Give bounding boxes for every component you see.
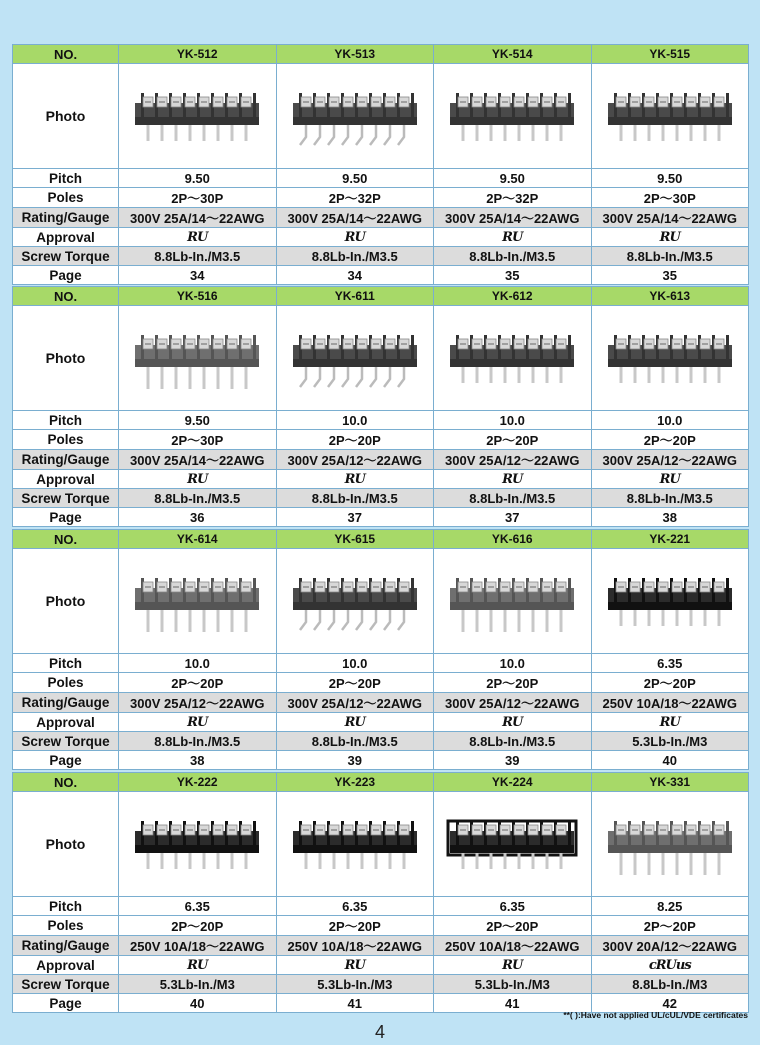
approval-mark-text: RU xyxy=(659,715,680,730)
poles-value: 2P～20P xyxy=(434,916,592,936)
page-value: 38 xyxy=(591,508,749,527)
footnote: **( ):Have not applied UL/cUL/VDE certificates xyxy=(563,1010,748,1020)
ur-mark-icon xyxy=(187,471,207,487)
row-label-torque: Screw Torque xyxy=(13,489,119,508)
torque-value: 8.8Lb-In./M3.5 xyxy=(434,247,592,266)
spec-block xyxy=(12,529,749,770)
terminal-block-image xyxy=(600,79,740,153)
approval-mark-text: RU xyxy=(187,715,208,730)
poles-row xyxy=(13,916,749,936)
ur-mark-icon xyxy=(345,471,365,487)
terminal-block-image xyxy=(442,79,582,153)
terminal-block-image xyxy=(600,564,740,638)
model-name: YK-611 xyxy=(276,287,434,306)
photo-row xyxy=(13,64,749,169)
terminal-block-image xyxy=(127,79,267,153)
approval-row xyxy=(13,228,749,247)
rating-value: 300V 25A/14～22AWG xyxy=(119,208,277,228)
approval-cell xyxy=(119,713,277,732)
poles-value: 2P～20P xyxy=(276,430,434,450)
product-photo xyxy=(434,64,592,169)
product-photo xyxy=(591,306,749,411)
terminal-block-image xyxy=(600,321,740,395)
rating-value: 300V 25A/12～22AWG xyxy=(276,693,434,713)
pitch-value: 8.25 xyxy=(591,897,749,916)
terminal-block-image xyxy=(285,564,425,638)
poles-value: 2P～20P xyxy=(276,916,434,936)
approval-mark-text: RU xyxy=(659,472,680,487)
approval-cell xyxy=(276,956,434,975)
row-label-no: NO. xyxy=(13,773,119,792)
torque-value: 8.8Lb-In./M3.5 xyxy=(119,489,277,508)
pitch-value: 9.50 xyxy=(591,169,749,188)
row-label-photo: Photo xyxy=(13,306,119,411)
ur-mark-icon xyxy=(502,957,522,973)
torque-value: 8.8Lb-In./M3.5 xyxy=(591,489,749,508)
spec-block xyxy=(12,772,749,1013)
pitch-value: 10.0 xyxy=(434,411,592,430)
product-photo xyxy=(276,792,434,897)
spec-table xyxy=(12,286,749,527)
model-name: YK-613 xyxy=(591,287,749,306)
product-photo xyxy=(591,792,749,897)
photo-row xyxy=(13,549,749,654)
poles-value: 2P～20P xyxy=(276,673,434,693)
torque-value: 8.8Lb-In./M3.5 xyxy=(434,489,592,508)
product-photo xyxy=(591,549,749,654)
product-photo xyxy=(119,549,277,654)
approval-cell xyxy=(434,228,592,247)
pitch-row xyxy=(13,897,749,916)
page-value: 40 xyxy=(119,994,277,1013)
spec-table xyxy=(12,529,749,770)
model-name: YK-224 xyxy=(434,773,592,792)
product-photo xyxy=(119,64,277,169)
torque-value: 5.3Lb-In./M3 xyxy=(434,975,592,994)
torque-row xyxy=(13,975,749,994)
row-label-photo: Photo xyxy=(13,64,119,169)
torque-value: 8.8Lb-In./M3.5 xyxy=(119,247,277,266)
product-photo xyxy=(434,306,592,411)
product-photo xyxy=(276,64,434,169)
pitch-value: 10.0 xyxy=(119,654,277,673)
row-label-approval: Approval xyxy=(13,713,119,732)
approval-mark-text: RU xyxy=(344,472,365,487)
row-label-poles: Poles xyxy=(13,673,119,693)
rating-row xyxy=(13,693,749,713)
row-label-page: Page xyxy=(13,508,119,527)
row-label-torque: Screw Torque xyxy=(13,975,119,994)
row-label-page: Page xyxy=(13,751,119,770)
rating-row xyxy=(13,936,749,956)
ur-mark-icon xyxy=(502,471,522,487)
rating-value: 300V 20A/12～22AWG xyxy=(591,936,749,956)
terminal-block-image xyxy=(442,807,582,881)
pitch-row xyxy=(13,169,749,188)
model-name: YK-614 xyxy=(119,530,277,549)
pitch-value: 6.35 xyxy=(276,897,434,916)
torque-value: 8.8Lb-In./M3.5 xyxy=(591,247,749,266)
rating-value: 300V 25A/12～22AWG xyxy=(434,450,592,470)
row-label-torque: Screw Torque xyxy=(13,247,119,266)
poles-value: 2P～20P xyxy=(119,916,277,936)
approval-cell xyxy=(591,713,749,732)
poles-row xyxy=(13,188,749,208)
row-label-no: NO. xyxy=(13,45,119,64)
approval-cell xyxy=(591,470,749,489)
approval-cell xyxy=(119,228,277,247)
page-value: 39 xyxy=(276,751,434,770)
poles-value: 2P～20P xyxy=(434,673,592,693)
poles-value: 2P～32P xyxy=(276,188,434,208)
model-name: YK-616 xyxy=(434,530,592,549)
approval-mark-text: cRUus xyxy=(648,958,691,973)
header-row xyxy=(13,530,749,549)
model-name: YK-513 xyxy=(276,45,434,64)
row-label-photo: Photo xyxy=(13,792,119,897)
pitch-value: 6.35 xyxy=(434,897,592,916)
row-label-no: NO. xyxy=(13,287,119,306)
row-label-page: Page xyxy=(13,994,119,1013)
rating-value: 250V 10A/18～22AWG xyxy=(276,936,434,956)
poles-value: 2P～20P xyxy=(434,430,592,450)
header-row xyxy=(13,773,749,792)
poles-value: 2P～30P xyxy=(119,188,277,208)
poles-value: 2P～20P xyxy=(591,916,749,936)
model-name: YK-615 xyxy=(276,530,434,549)
rating-value: 300V 25A/12～22AWG xyxy=(591,450,749,470)
page-value: 34 xyxy=(276,266,434,285)
approval-mark-text: RU xyxy=(187,958,208,973)
rating-value: 250V 10A/18～22AWG xyxy=(119,936,277,956)
approval-mark-text: RU xyxy=(502,715,523,730)
approval-cell xyxy=(434,956,592,975)
torque-value: 5.3Lb-In./M3 xyxy=(276,975,434,994)
approval-cell xyxy=(119,956,277,975)
poles-value: 2P～20P xyxy=(591,673,749,693)
ur-mark-icon xyxy=(660,714,680,730)
row-label-poles: Poles xyxy=(13,188,119,208)
page-value: 41 xyxy=(276,994,434,1013)
pitch-value: 6.35 xyxy=(119,897,277,916)
torque-value: 8.8Lb-In./M3.5 xyxy=(276,247,434,266)
approval-cell xyxy=(591,228,749,247)
page-value: 38 xyxy=(119,751,277,770)
pitch-value: 9.50 xyxy=(434,169,592,188)
model-name: YK-223 xyxy=(276,773,434,792)
row-label-approval: Approval xyxy=(13,956,119,975)
page-value: 42 xyxy=(591,994,749,1013)
torque-value: 5.3Lb-In./M3 xyxy=(119,975,277,994)
torque-value: 8.8Lb-In./M3.5 xyxy=(434,732,592,751)
approval-cell xyxy=(119,470,277,489)
rating-value: 300V 25A/14～22AWG xyxy=(434,208,592,228)
page-row xyxy=(13,508,749,527)
poles-value: 2P～20P xyxy=(591,430,749,450)
ur-mark-icon xyxy=(660,471,680,487)
model-name: YK-612 xyxy=(434,287,592,306)
row-label-rating: Rating/Gauge xyxy=(13,693,119,713)
product-photo xyxy=(276,549,434,654)
spec-block xyxy=(12,44,749,285)
rating-value: 300V 25A/14～22AWG xyxy=(119,450,277,470)
rating-row xyxy=(13,450,749,470)
approval-cell xyxy=(591,956,749,975)
torque-row xyxy=(13,489,749,508)
header-row xyxy=(13,45,749,64)
terminal-block-image xyxy=(285,321,425,395)
terminal-block-image xyxy=(127,321,267,395)
terminal-block-image xyxy=(442,564,582,638)
spec-table xyxy=(12,44,749,285)
row-label-pitch: Pitch xyxy=(13,654,119,673)
row-label-photo: Photo xyxy=(13,549,119,654)
row-label-poles: Poles xyxy=(13,430,119,450)
row-label-pitch: Pitch xyxy=(13,169,119,188)
approval-cell xyxy=(434,713,592,732)
pitch-row xyxy=(13,411,749,430)
pitch-value: 10.0 xyxy=(276,654,434,673)
pitch-value: 10.0 xyxy=(434,654,592,673)
poles-value: 2P～30P xyxy=(591,188,749,208)
pitch-value: 10.0 xyxy=(591,411,749,430)
approval-mark-text: RU xyxy=(659,230,680,245)
page-row xyxy=(13,266,749,285)
page-value: 39 xyxy=(434,751,592,770)
page-row xyxy=(13,751,749,770)
terminal-block-image xyxy=(285,79,425,153)
terminal-block-image xyxy=(600,807,740,881)
spec-table xyxy=(12,772,749,1013)
row-label-pitch: Pitch xyxy=(13,411,119,430)
approval-cell xyxy=(276,228,434,247)
row-label-approval: Approval xyxy=(13,470,119,489)
page-value: 34 xyxy=(119,266,277,285)
pitch-value: 9.50 xyxy=(276,169,434,188)
approval-mark-text: RU xyxy=(187,472,208,487)
product-photo xyxy=(119,792,277,897)
row-label-rating: Rating/Gauge xyxy=(13,208,119,228)
approval-cell xyxy=(276,470,434,489)
rating-value: 250V 10A/18～22AWG xyxy=(591,693,749,713)
model-name: YK-512 xyxy=(119,45,277,64)
model-name: YK-514 xyxy=(434,45,592,64)
ur-mark-icon xyxy=(345,714,365,730)
approval-row xyxy=(13,956,749,975)
approval-row xyxy=(13,713,749,732)
ur-mark-icon xyxy=(187,714,207,730)
terminal-block-image xyxy=(285,807,425,881)
row-label-rating: Rating/Gauge xyxy=(13,936,119,956)
ur-mark-icon xyxy=(345,229,365,245)
approval-mark-text: RU xyxy=(502,472,523,487)
poles-row xyxy=(13,430,749,450)
approval-mark-text: RU xyxy=(502,958,523,973)
ur-mark-icon xyxy=(187,229,207,245)
product-photo xyxy=(591,64,749,169)
ur-mark-icon xyxy=(502,714,522,730)
ur-mark-icon xyxy=(660,229,680,245)
torque-row xyxy=(13,247,749,266)
pitch-value: 6.35 xyxy=(591,654,749,673)
row-label-torque: Screw Torque xyxy=(13,732,119,751)
approval-mark-text: RU xyxy=(502,230,523,245)
row-label-approval: Approval xyxy=(13,228,119,247)
model-name: YK-221 xyxy=(591,530,749,549)
rating-value: 300V 25A/14～22AWG xyxy=(591,208,749,228)
terminal-block-image xyxy=(127,807,267,881)
terminal-block-image xyxy=(442,321,582,395)
row-label-poles: Poles xyxy=(13,916,119,936)
pitch-value: 9.50 xyxy=(119,169,277,188)
row-label-no: NO. xyxy=(13,530,119,549)
page-value: 37 xyxy=(434,508,592,527)
page-value: 35 xyxy=(434,266,592,285)
pitch-value: 9.50 xyxy=(119,411,277,430)
model-name: YK-516 xyxy=(119,287,277,306)
c-ur-us-mark-icon xyxy=(649,957,691,973)
model-name: YK-331 xyxy=(591,773,749,792)
poles-value: 2P～32P xyxy=(434,188,592,208)
terminal-block-image xyxy=(127,564,267,638)
torque-value: 8.8Lb-In./M3 xyxy=(591,975,749,994)
product-photo xyxy=(276,306,434,411)
header-row xyxy=(13,287,749,306)
row-label-pitch: Pitch xyxy=(13,897,119,916)
approval-mark-text: RU xyxy=(344,230,365,245)
row-label-rating: Rating/Gauge xyxy=(13,450,119,470)
ur-mark-icon xyxy=(345,957,365,973)
spec-block xyxy=(12,286,749,527)
page-value: 36 xyxy=(119,508,277,527)
rating-value: 300V 25A/12～22AWG xyxy=(434,693,592,713)
approval-mark-text: RU xyxy=(187,230,208,245)
product-photo xyxy=(434,549,592,654)
approval-mark-text: RU xyxy=(344,715,365,730)
torque-value: 8.8Lb-In./M3.5 xyxy=(276,732,434,751)
page-value: 37 xyxy=(276,508,434,527)
pitch-row xyxy=(13,654,749,673)
poles-row xyxy=(13,673,749,693)
rating-value: 300V 25A/12～22AWG xyxy=(276,450,434,470)
torque-value: 8.8Lb-In./M3.5 xyxy=(119,732,277,751)
page-value: 40 xyxy=(591,751,749,770)
poles-value: 2P～30P xyxy=(119,430,277,450)
photo-row xyxy=(13,792,749,897)
poles-value: 2P～20P xyxy=(119,673,277,693)
ur-mark-icon xyxy=(502,229,522,245)
torque-value: 5.3Lb-In./M3 xyxy=(591,732,749,751)
row-label-page: Page xyxy=(13,266,119,285)
model-name: YK-515 xyxy=(591,45,749,64)
page-number: 4 xyxy=(374,1022,385,1042)
rating-value: 250V 10A/18～22AWG xyxy=(434,936,592,956)
approval-cell xyxy=(434,470,592,489)
pitch-value: 10.0 xyxy=(276,411,434,430)
photo-row xyxy=(13,306,749,411)
product-photo xyxy=(119,306,277,411)
approval-cell xyxy=(276,713,434,732)
product-photo xyxy=(434,792,592,897)
rating-value: 300V 25A/12～22AWG xyxy=(119,693,277,713)
page-value: 41 xyxy=(434,994,592,1013)
torque-row xyxy=(13,732,749,751)
model-name: YK-222 xyxy=(119,773,277,792)
rating-row xyxy=(13,208,749,228)
approval-mark-text: RU xyxy=(344,958,365,973)
page-value: 35 xyxy=(591,266,749,285)
ur-mark-icon xyxy=(187,957,207,973)
rating-value: 300V 25A/14～22AWG xyxy=(276,208,434,228)
torque-value: 8.8Lb-In./M3.5 xyxy=(276,489,434,508)
approval-row xyxy=(13,470,749,489)
